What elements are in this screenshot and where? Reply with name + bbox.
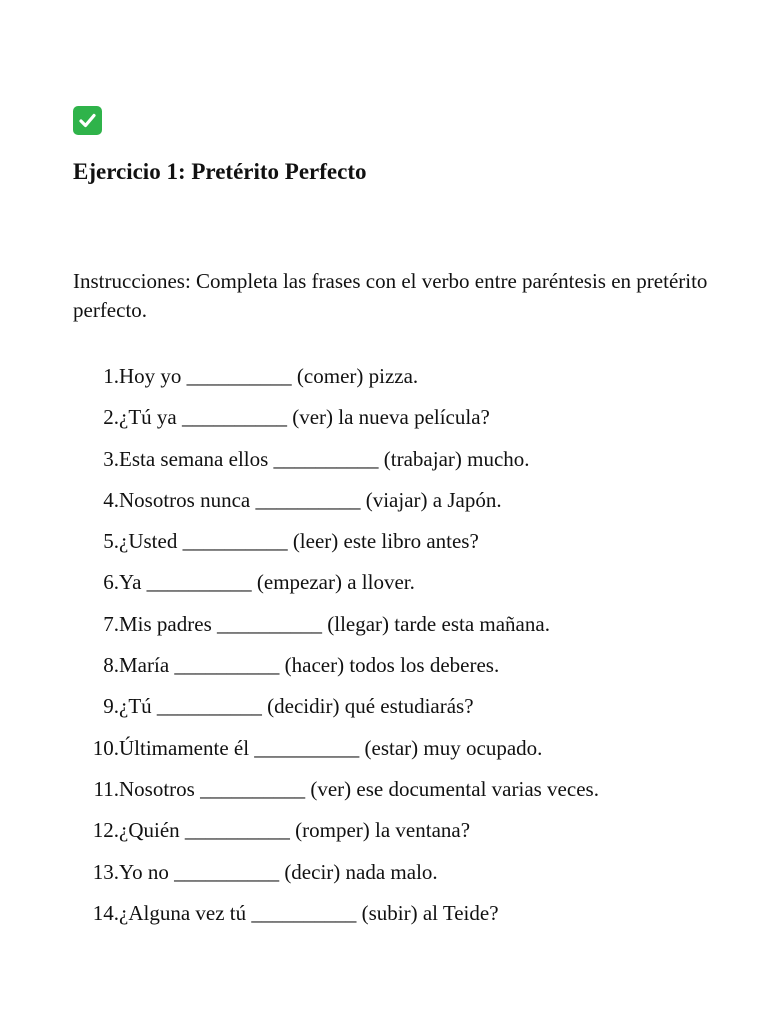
- list-item-number: 11.: [93, 776, 119, 801]
- check-mark-icon: [73, 106, 102, 135]
- exercise-list: [73, 362, 713, 940]
- list-item-number: 8.: [103, 653, 119, 678]
- list-item-sentence: Últimamente él __________ (estar) muy ocupado.: [119, 735, 543, 760]
- list-item-number: 4.: [103, 487, 119, 512]
- list-item: [73, 486, 713, 527]
- list-item: [73, 610, 713, 651]
- list-item: [73, 362, 713, 403]
- list-item: [73, 568, 713, 609]
- list-item: [73, 775, 713, 816]
- list-item-number: 7.: [103, 611, 119, 636]
- list-item-number: 2.: [103, 405, 119, 430]
- worksheet-page: [73, 106, 713, 940]
- list-item: [73, 651, 713, 692]
- list-item-number: 12.: [92, 818, 119, 843]
- list-item: [73, 403, 713, 444]
- list-item: [73, 527, 713, 568]
- list-item-number: 9.: [103, 694, 119, 719]
- list-item: [73, 734, 713, 775]
- list-item-sentence: Nosotros __________ (ver) ese documental varias veces.: [119, 776, 599, 801]
- list-item: [73, 445, 713, 486]
- list-item: [73, 816, 713, 857]
- list-item-sentence: Esta semana ellos __________ (trabajar) mucho.: [119, 446, 530, 471]
- list-item-sentence: Ya __________ (empezar) a llover.: [119, 570, 415, 595]
- list-item: [73, 692, 713, 733]
- list-item-sentence: María __________ (hacer) todos los deberes.: [119, 653, 500, 678]
- list-item: [73, 858, 713, 899]
- list-item-sentence: ¿Tú __________ (decidir) qué estudiarás?: [119, 694, 474, 719]
- list-item-number: 13.: [92, 859, 119, 884]
- list-item-sentence: ¿Alguna vez tú __________ (subir) al Teide?: [119, 900, 499, 925]
- list-item: [73, 899, 713, 940]
- list-item-sentence: ¿Tú ya __________ (ver) la nueva película?: [119, 405, 490, 430]
- list-item-number: 3.: [103, 446, 119, 471]
- list-item-sentence: ¿Usted __________ (leer) este libro antes?: [119, 529, 479, 554]
- list-item-sentence: Yo no __________ (decir) nada malo.: [119, 859, 438, 884]
- list-item-sentence: Mis padres __________ (llegar) tarde esta mañana.: [119, 611, 550, 636]
- list-item-number: 14.: [92, 900, 119, 925]
- list-item-number: 1.: [103, 364, 119, 388]
- list-item-sentence: Hoy yo __________ (comer) pizza.: [119, 364, 419, 388]
- exercise-title: Ejercicio 1: Pretérito Perfecto: [73, 159, 367, 184]
- list-item-number: 5.: [103, 529, 119, 554]
- list-item-number: 6.: [103, 570, 119, 595]
- list-item-sentence: Nosotros nunca __________ (viajar) a Japón.: [119, 487, 502, 512]
- instructions-text: Instrucciones: Completa las frases con el verbo entre paréntesis en pretérito perfecto.: [73, 269, 708, 322]
- list-item-sentence: ¿Quién __________ (romper) la ventana?: [119, 818, 471, 843]
- list-item-number: 10.: [92, 735, 119, 760]
